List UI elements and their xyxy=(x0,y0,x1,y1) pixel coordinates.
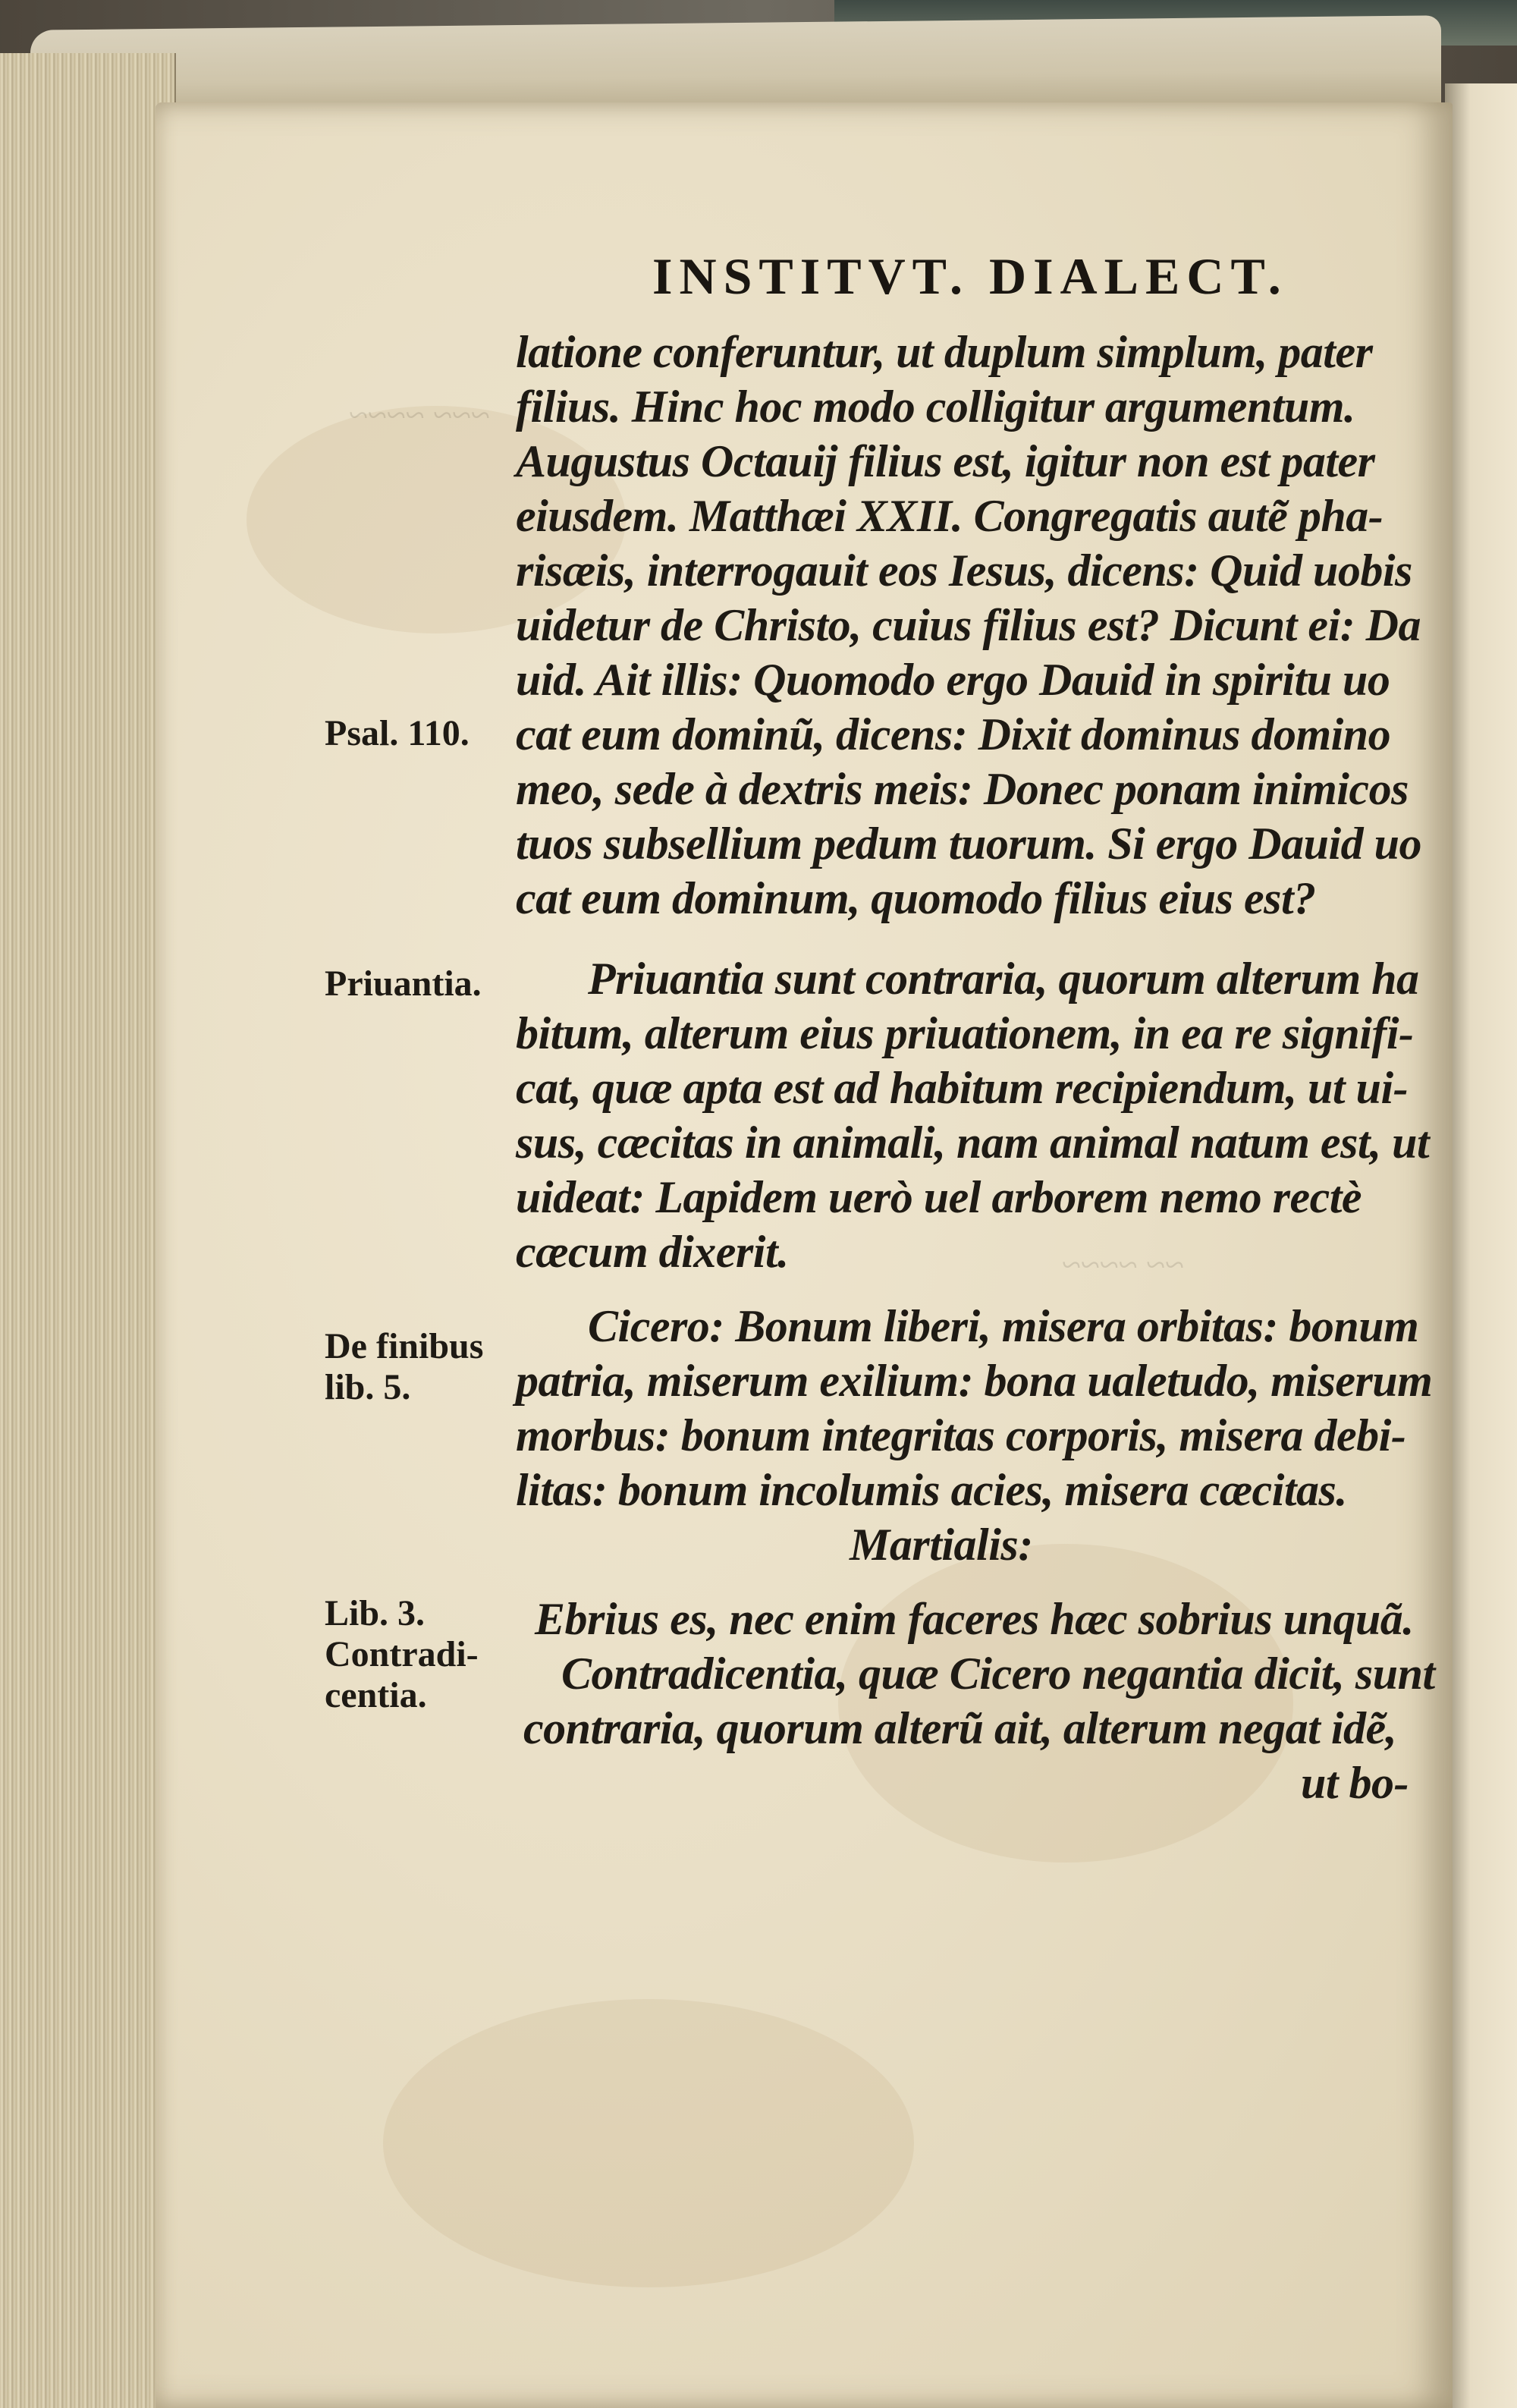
text-line: patria, miserum exilium: bona ualetudo, miserum xyxy=(516,1356,1433,1406)
margin-note-de-finibus-book: lib. 5. xyxy=(325,1367,411,1407)
margin-note-psalm: Psal. 110. xyxy=(325,713,470,753)
text-line: cat, quæ apta est ad habitum recipiendum, ut ui- xyxy=(516,1063,1409,1113)
text-line: Cicero: Bonum liberi, misera orbitas: bonum xyxy=(588,1301,1419,1351)
text-line: morbus: bonum integritas corporis, misera debi- xyxy=(516,1410,1406,1460)
margin-note-priuantia: Priuantia. xyxy=(325,964,482,1004)
text-line: cat eum dominũ, dicens: Dixit dominus domino xyxy=(516,709,1391,759)
text-line: filius. Hinc hoc modo colligitur argumentum. xyxy=(516,382,1355,432)
text-line: bitum, alterum eius priuationem, in ea re signifi- xyxy=(516,1008,1414,1058)
paper-stain xyxy=(383,1999,914,2287)
text-line: litas: bonum incolumis acies, misera cæcitas. xyxy=(516,1465,1347,1515)
text-line: meo, sede à dextris meis: Donec ponam inimicos xyxy=(516,764,1409,814)
text-line: Augustus Octauij filius est, igitur non est pater xyxy=(516,436,1375,486)
text-line: latione conferuntur, ut duplum simplum, pater xyxy=(516,327,1373,377)
text-line: uid. Ait illis: Quomodo ergo Dauid in spiritu uo xyxy=(516,655,1390,705)
margin-note-lib3: Lib. 3. xyxy=(325,1593,426,1633)
bleed-through: ~~~ ~~~~ xyxy=(349,395,490,434)
text-line: cat eum dominum, quomodo filius eius est? xyxy=(516,873,1316,923)
margin-note-contradi: Contradi- xyxy=(325,1634,479,1674)
text-line: uidetur de Christo, cuius filius est? Dicunt ei: Da xyxy=(516,600,1421,650)
text-line: sus, cæcitas in animali, nam animal natum est, ut xyxy=(516,1118,1430,1168)
text-line: Ebrius es, nec enim faceres hæc sobrius unquã. xyxy=(535,1594,1414,1644)
page-block-left-edge xyxy=(0,53,176,2408)
text-line: tuos subsellium pedum tuorum. Si ergo Dauid uo xyxy=(516,819,1421,869)
margin-note-centia: centia. xyxy=(325,1675,427,1715)
text-line: cæcum dixerit. xyxy=(516,1227,789,1277)
running-header: INSTITVT. DIALECT. xyxy=(652,247,1288,305)
facing-page-edge xyxy=(1445,83,1517,2408)
text-line: contraria, quorum alterũ ait, alterum negat idẽ, xyxy=(523,1703,1397,1753)
text-line: uideat: Lapidem uerò uel arborem nemo rectè xyxy=(516,1172,1362,1222)
text-line: eiusdem. Matthæi XXII. Congregatis autẽ pha- xyxy=(516,491,1384,541)
text-line: risæis, interrogauit eos Iesus, dicens: Quid uobis xyxy=(516,545,1412,596)
text-line: ut bo- xyxy=(1301,1758,1409,1808)
bleed-through: ~~ ~~~~ xyxy=(1062,1245,1184,1284)
text-line: Priuantia sunt contraria, quorum alterum ha xyxy=(588,954,1419,1004)
margin-note-de-finibus: De finibus xyxy=(325,1326,484,1366)
text-line: Martialis: xyxy=(850,1520,1033,1570)
text-line: Contradicentia, quæ Cicero negantia dicit, sunt xyxy=(561,1649,1435,1699)
